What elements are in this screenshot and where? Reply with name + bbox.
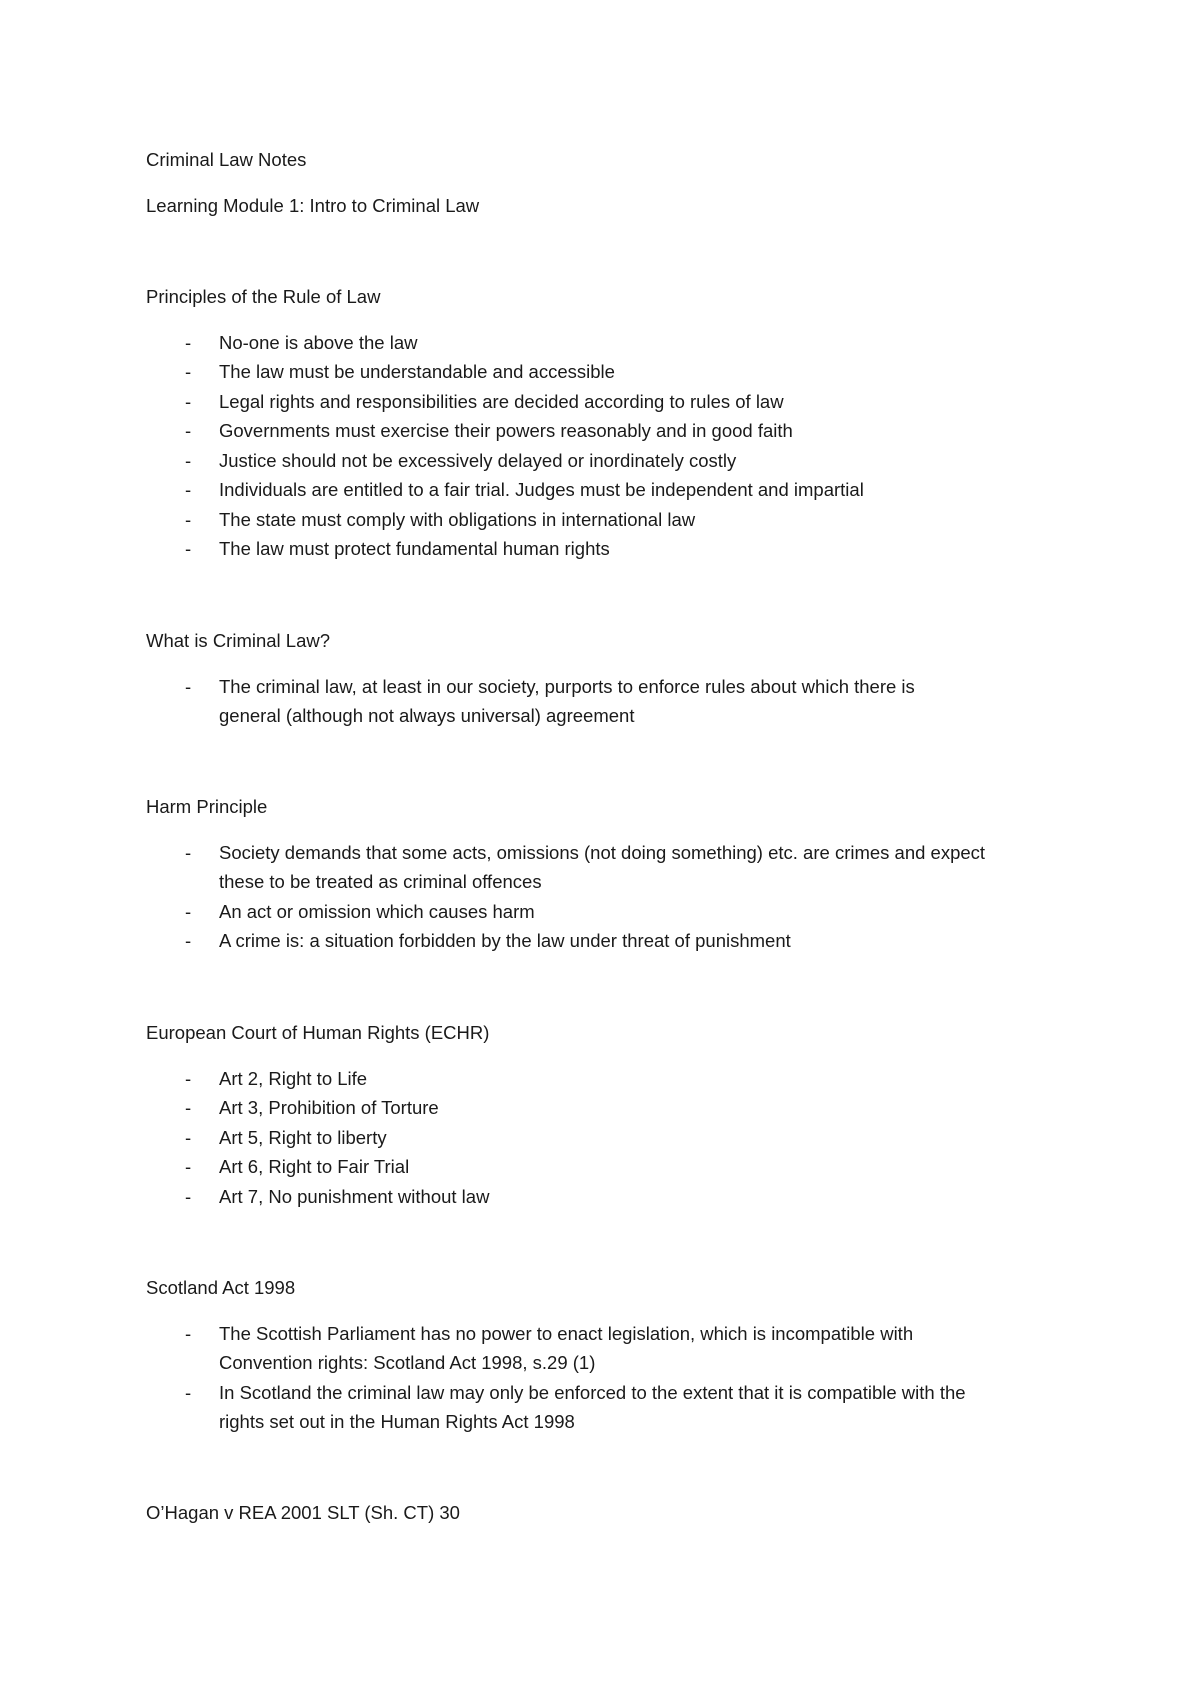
list-item: The law must be understandable and accessible	[219, 361, 615, 382]
bullet-marker: -	[185, 676, 192, 697]
module-title: Learning Module 1: Intro to Criminal Law	[146, 195, 480, 216]
list-item: Legal rights and responsibilities are decided according to rules of law	[219, 391, 784, 412]
bullet-marker: -	[185, 361, 192, 382]
bullet-marker: -	[185, 479, 192, 500]
list-item-line: The criminal law, at least in our society, purports to enforce rules about which there is	[219, 676, 915, 697]
list-item-line: rights set out in the Human Rights Act 1998	[219, 1411, 575, 1432]
list-item: No-one is above the law	[219, 332, 418, 353]
section-heading: What is Criminal Law?	[146, 630, 331, 651]
list-item: Art 5, Right to liberty	[219, 1127, 387, 1148]
bullet-marker: -	[185, 1186, 192, 1207]
list-item: A crime is: a situation forbidden by the law under threat of punishment	[219, 930, 791, 951]
bullet-marker: -	[185, 930, 192, 951]
bullet-marker: -	[185, 509, 192, 530]
list-item: Art 7, No punishment without law	[219, 1186, 490, 1207]
list-item: Individuals are entitled to a fair trial. Judges must be independent and impartial	[219, 479, 864, 500]
bullet-marker: -	[185, 391, 192, 412]
bullet-marker: -	[185, 901, 192, 922]
bullet-marker: -	[185, 1382, 192, 1403]
list-item-line: these to be treated as criminal offences	[219, 871, 542, 892]
list-item-line: Convention rights: Scotland Act 1998, s.29 (1)	[219, 1352, 596, 1373]
case-citation: O’Hagan v REA 2001 SLT (Sh. CT) 30	[146, 1502, 460, 1523]
list-item-line: general (although not always universal) agreement	[219, 705, 635, 726]
list-item: An act or omission which causes harm	[219, 901, 535, 922]
list-item: Justice should not be excessively delayed or inordinately costly	[219, 450, 737, 471]
list-item-line: The Scottish Parliament has no power to enact legislation, which is incompatible with	[219, 1323, 914, 1344]
bullet-marker: -	[185, 1156, 192, 1177]
list-item-line: In Scotland the criminal law may only be enforced to the extent that it is compatible with the	[219, 1382, 966, 1403]
section-heading: Harm Principle	[146, 796, 268, 817]
list-item: Art 2, Right to Life	[219, 1068, 368, 1089]
section-heading: Principles of the Rule of Law	[146, 286, 381, 307]
bullet-marker: -	[185, 538, 192, 559]
list-item: Governments must exercise their powers reasonably and in good faith	[219, 420, 793, 441]
bullet-marker: -	[185, 1323, 192, 1344]
section-heading: Scotland Act 1998	[146, 1277, 296, 1298]
list-item: The state must comply with obligations in international law	[219, 509, 696, 530]
list-item-line: Society demands that some acts, omissions (not doing something) etc. are crimes and expect	[219, 842, 986, 863]
bullet-marker: -	[185, 842, 192, 863]
bullet-marker: -	[185, 1097, 192, 1118]
list-item: Art 6, Right to Fair Trial	[219, 1156, 410, 1177]
document-title: Criminal Law Notes	[146, 149, 307, 170]
bullet-marker: -	[185, 450, 192, 471]
list-item: Art 3, Prohibition of Torture	[219, 1097, 439, 1118]
list-item: The law must protect fundamental human rights	[219, 538, 610, 559]
bullet-marker: -	[185, 332, 192, 353]
bullet-marker: -	[185, 420, 192, 441]
bullet-marker: -	[185, 1127, 192, 1148]
bullet-marker: -	[185, 1068, 192, 1089]
section-heading: European Court of Human Rights (ECHR)	[146, 1022, 490, 1043]
